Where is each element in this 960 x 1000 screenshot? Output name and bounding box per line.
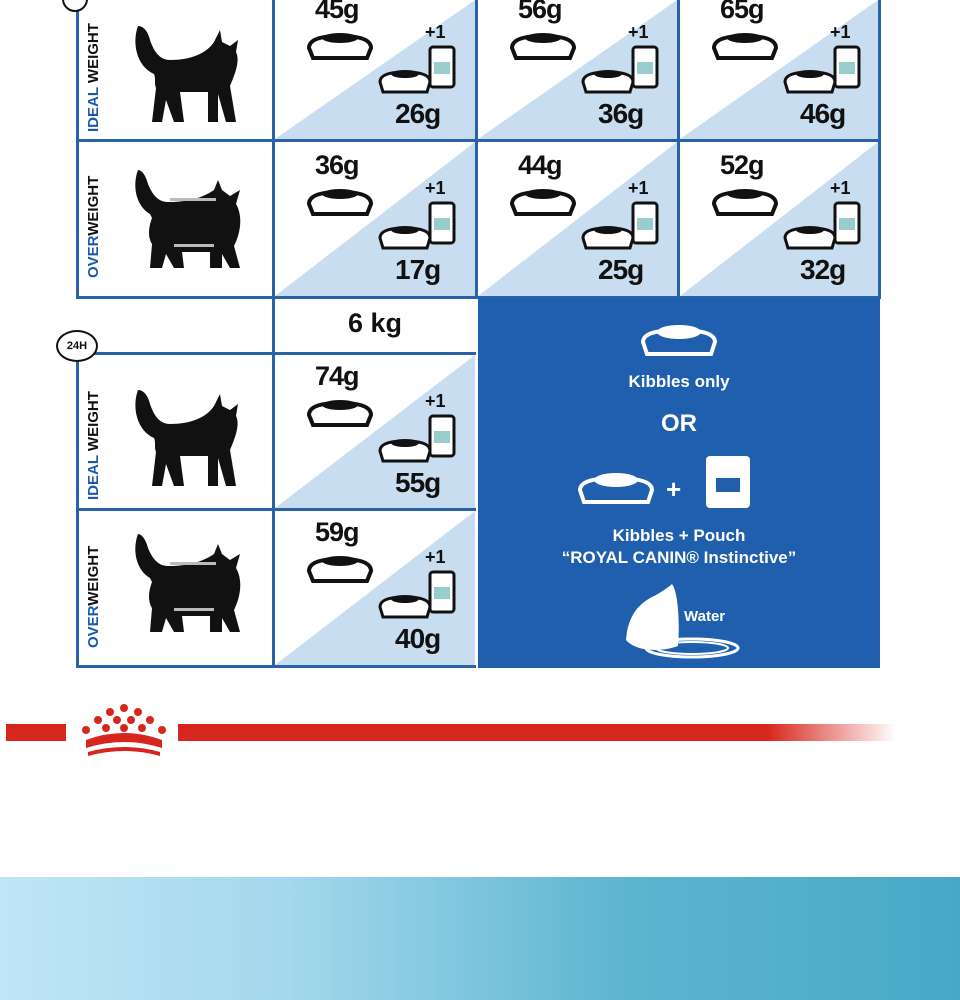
royal-canin-crown-icon xyxy=(74,700,174,764)
small-bowl-icon xyxy=(377,435,433,465)
small-bowl-icon xyxy=(377,66,433,96)
legend-panel xyxy=(478,298,880,668)
small-bowl-icon xyxy=(580,66,636,96)
feeding-cell xyxy=(680,0,878,139)
pouch-plus: +1 xyxy=(425,22,446,42)
row-label-rest: WEIGHT xyxy=(85,545,102,606)
pouch-icon xyxy=(704,454,752,510)
grid-line xyxy=(76,0,79,142)
cat-ideal-icon xyxy=(130,12,250,132)
kibbles-amount: 65g xyxy=(720,0,764,24)
small-bowl-icon xyxy=(377,591,433,621)
bowl-icon xyxy=(305,395,375,429)
feeding-cell xyxy=(275,511,475,665)
pouch-plus: +1 xyxy=(830,178,851,198)
bowl-icon xyxy=(710,28,780,62)
row-label-rest: WEIGHT xyxy=(85,391,102,452)
bowl-icon xyxy=(305,28,375,62)
24h-badge-icon xyxy=(56,330,98,362)
kibbles-with-pouch-amount: 32g xyxy=(800,254,846,285)
kibbles-with-pouch-amount: 17g xyxy=(395,254,441,285)
row-label-accent: OVER xyxy=(85,605,102,648)
kibbles-with-pouch-amount: 26g xyxy=(395,98,441,129)
bowl-icon xyxy=(508,184,578,218)
brand-bar-left xyxy=(6,724,66,741)
row-label-overweight xyxy=(85,176,102,278)
feeding-cell xyxy=(275,355,475,508)
kibbles-amount: 74g xyxy=(315,361,359,391)
feeding-cell xyxy=(680,142,878,296)
kibbles-bowl-icon xyxy=(576,468,656,508)
kibbles-pouch-label: Kibbles + Pouch xyxy=(612,526,746,545)
weight-header-6kg: 6 kg xyxy=(347,308,403,338)
feeding-cell xyxy=(478,0,677,139)
grid-line xyxy=(76,665,476,668)
kibbles-only-label: Kibbles only xyxy=(628,372,730,391)
row-label-ideal-weight xyxy=(85,391,102,500)
bottom-gradient-band xyxy=(0,877,960,1000)
row-label-rest: WEIGHT xyxy=(85,175,102,236)
pouch-plus: +1 xyxy=(628,178,649,198)
small-bowl-icon xyxy=(580,222,636,252)
plus-label: + xyxy=(666,474,682,504)
pouch-plus: +1 xyxy=(425,547,446,567)
kibbles-amount: 45g xyxy=(315,0,359,24)
grid-line xyxy=(76,142,79,298)
row-label-rest: WEIGHT xyxy=(85,23,102,84)
kibbles-with-pouch-amount: 40g xyxy=(395,623,441,654)
bowl-icon xyxy=(305,551,375,585)
feeding-cell xyxy=(275,0,475,139)
row-label-accent: IDEAL xyxy=(85,455,102,500)
kibbles-with-pouch-amount: 46g xyxy=(800,98,846,129)
row-label-ideal-weight xyxy=(85,23,102,132)
kibbles-amount: 52g xyxy=(720,150,764,180)
kibbles-amount: 44g xyxy=(518,150,562,180)
cat-ideal-icon xyxy=(130,376,250,496)
kibbles-bowl-icon xyxy=(639,320,719,360)
row-label-accent: IDEAL xyxy=(85,87,102,132)
small-bowl-icon xyxy=(377,222,433,252)
bowl-icon xyxy=(710,184,780,218)
kibbles-pouch-product-label: “ROYAL CANIN® Instinctive” xyxy=(561,548,797,567)
pouch-plus: +1 xyxy=(628,22,649,42)
pouch-plus: +1 xyxy=(425,178,446,198)
cat-overweight-icon xyxy=(130,160,250,280)
kibbles-amount: 36g xyxy=(315,150,359,180)
kibbles-amount: 59g xyxy=(315,517,359,547)
small-bowl-icon xyxy=(782,222,838,252)
row-label-accent: OVER xyxy=(85,235,102,278)
pouch-plus: +1 xyxy=(830,22,851,42)
feeding-cell xyxy=(478,142,677,296)
kibbles-with-pouch-amount: 25g xyxy=(598,254,644,285)
kibbles-amount: 56g xyxy=(518,0,562,24)
kibbles-with-pouch-amount: 55g xyxy=(395,467,441,498)
feeding-cell xyxy=(275,142,475,296)
water-label: Water xyxy=(684,608,726,625)
cat-overweight-icon xyxy=(130,524,250,644)
row-label-overweight xyxy=(85,546,102,648)
brand-bar-right xyxy=(178,724,896,741)
bowl-icon xyxy=(305,184,375,218)
bowl-icon xyxy=(508,28,578,62)
grid-line xyxy=(878,0,881,298)
clock-badge-icon xyxy=(62,0,88,12)
pouch-plus: +1 xyxy=(425,391,446,411)
24h-badge-text: 24H xyxy=(66,340,88,352)
small-bowl-icon xyxy=(782,66,838,96)
kibbles-with-pouch-amount: 36g xyxy=(598,98,644,129)
or-label: OR xyxy=(661,410,697,437)
